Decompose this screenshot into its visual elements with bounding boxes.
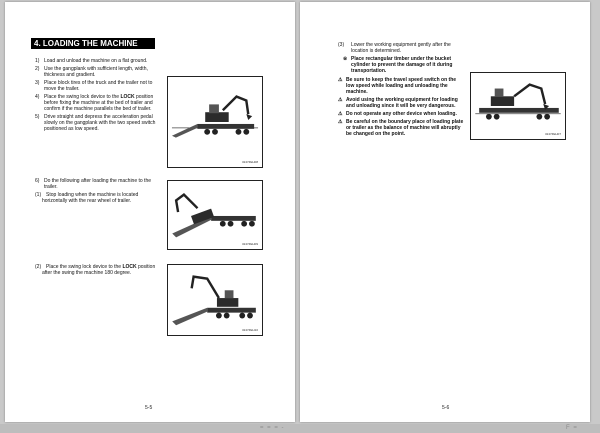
lock-word: LOCK [122, 264, 137, 270]
figure-code: 3247ZEH10 [241, 328, 258, 332]
warning-2 [338, 97, 464, 109]
substep-text: position after the swing the machine 180 degree. [42, 264, 156, 276]
strip-left-text: = = = - [260, 425, 285, 431]
warning-icon: ⚠ [338, 119, 343, 125]
figure-code: 3247ZEH08 [241, 160, 258, 164]
step-text: Load and unload the machine on a flat ground. [44, 58, 148, 64]
warning-text: Avoid using the working equipment for loading and unloading since it will be very dangerous. [346, 97, 458, 109]
figure-code: 3247ZEH07 [544, 132, 561, 136]
substep-text: Lower the working equipment gently after the location is determined. [351, 42, 451, 54]
step-text: Do the following after loading the machine to the trailer. [44, 178, 152, 190]
substep-number: (1) [35, 192, 42, 198]
warning-4 [338, 119, 464, 137]
page-number: 5-6 [442, 405, 450, 411]
substep-text: Place the swing lock device to the [46, 264, 123, 270]
lock-word: LOCK [120, 94, 135, 100]
step-3 [35, 80, 161, 92]
bottom-strip [0, 424, 600, 433]
excavator-on-ramp-illustration [168, 181, 262, 249]
step-6 [35, 178, 161, 190]
step-text: Drive straight and depress the acceleration pedal slowly on the gangplank with the two speed switch positioned as low speed. [44, 114, 156, 132]
right-text [338, 42, 464, 139]
strip-right-text: F = [566, 425, 578, 431]
figure-on-trailer [470, 72, 566, 140]
warning-icon: ⚠ [338, 111, 343, 117]
step-number: 3) [35, 80, 40, 86]
substep-text: Stop loading when the machine is located horizontally with the rear wheel of trailer. [42, 192, 139, 204]
steps-list [35, 58, 161, 134]
step-number: 6) [35, 178, 40, 184]
timber-note [338, 56, 464, 74]
warning-text: Be careful on the boundary place of loading plate or trailer as the balance of machine will abruptly be changed on the point. [346, 119, 464, 137]
step-number: 4) [35, 94, 40, 100]
warning-icon: ⚠ [338, 97, 343, 103]
substep-2-block [35, 264, 161, 278]
step-2 [35, 66, 161, 78]
step-text: Use the gangplank with sufficient length, width, thickness and gradient. [44, 66, 148, 78]
warning-text: Do not operate any other device when loading. [346, 111, 457, 117]
step-number: 2) [35, 66, 40, 72]
substep-1 [35, 192, 161, 204]
step-6-block [35, 178, 161, 206]
warning-3 [338, 111, 464, 117]
excavator-swung-illustration [168, 265, 262, 335]
note-icon: ※ [343, 56, 348, 62]
page-number: 5-5 [145, 405, 153, 411]
step-text: Place block tires of the truck and the trailer not to move the trailer. [44, 80, 153, 92]
warning-text: Be sure to keep the travel speed switch on the low speed while loading and unloading the machine. [346, 77, 457, 95]
step-text: position before fixing the machine at the bed of trailer and confirm if the machine parallels the bed of trailer. [44, 94, 154, 112]
step-number: 5) [35, 114, 40, 120]
substep-2 [35, 264, 161, 276]
step-5 [35, 114, 161, 132]
figure-swung [167, 264, 263, 336]
substep-number: (2) [35, 264, 42, 270]
warning-icon: ⚠ [338, 77, 343, 83]
figure-on-ramp [167, 180, 263, 250]
step-text: Place the swing lock device to the [44, 94, 121, 100]
section-title: 4. LOADING THE MACHINE [31, 38, 155, 49]
figure-loading-ramp [167, 76, 263, 168]
right-page [300, 2, 590, 422]
left-page [5, 2, 295, 422]
excavator-on-trailer-illustration [471, 73, 565, 139]
excavator-ramp-illustration [168, 77, 262, 167]
substep-number: (3) [338, 42, 345, 48]
substep-3 [338, 42, 464, 54]
step-number: 1) [35, 58, 40, 64]
figure-code: 3247ZEH09 [241, 242, 258, 246]
note-text: Place rectangular timber under the bucket cylinder to prevent the damage of it during transportation. [351, 56, 453, 74]
step-1 [35, 58, 161, 64]
warning-1 [338, 77, 464, 95]
step-4 [35, 94, 161, 112]
